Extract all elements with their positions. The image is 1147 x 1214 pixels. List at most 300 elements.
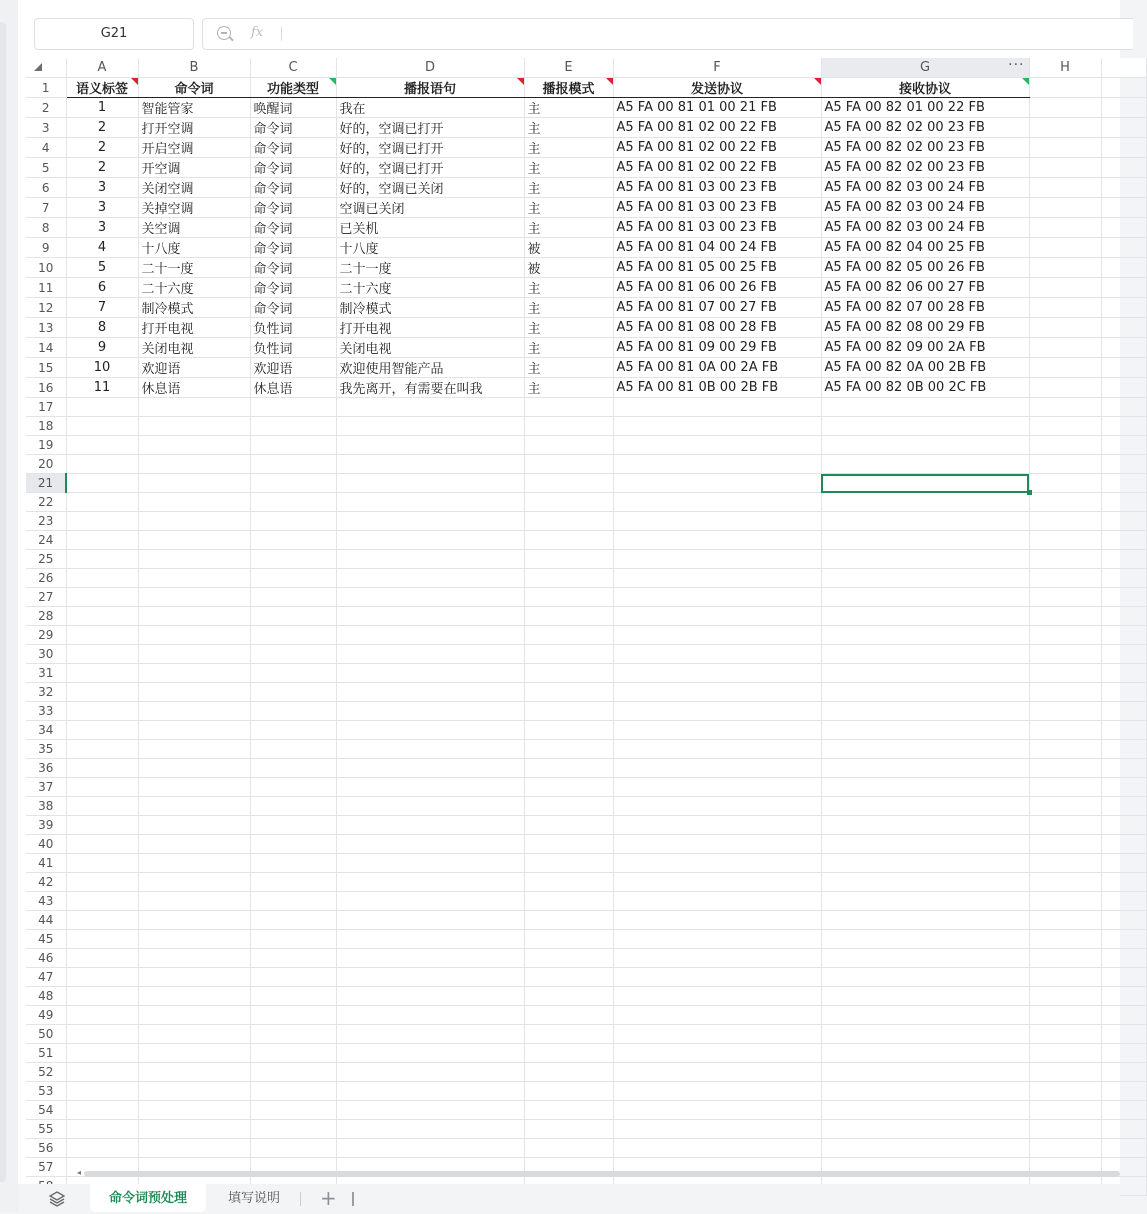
sheet-list-layers-icon[interactable] [48,1190,66,1208]
cell-b28[interactable] [138,607,250,626]
cell-c11[interactable]: 命令词 [250,278,336,298]
cell-d24[interactable] [336,531,524,550]
cell-a3[interactable]: 2 [66,118,138,138]
cell-overflow[interactable] [1101,436,1146,455]
cell-g1[interactable] [821,78,1029,98]
cell-e48[interactable] [524,987,613,1006]
row-header[interactable]: 41 [26,854,66,873]
cell-overflow[interactable] [1101,1063,1146,1082]
cell-d12[interactable]: 制冷模式 [336,298,524,318]
cell-g13[interactable]: A5 FA 00 82 08 00 29 FB [821,318,1029,338]
cell-f36[interactable] [613,759,821,778]
cell-e40[interactable] [524,835,613,854]
cell-g27[interactable] [821,588,1029,607]
cell-f50[interactable] [613,1025,821,1044]
cell-d19[interactable] [336,436,524,455]
cell-d21[interactable] [336,474,524,493]
row-header[interactable]: 17 [26,398,66,417]
row-header[interactable]: 49 [26,1006,66,1025]
cell-b26[interactable] [138,569,250,588]
cell-f18[interactable] [613,417,821,436]
cell-h19[interactable] [1029,436,1101,455]
cell-h23[interactable] [1029,512,1101,531]
cell-b25[interactable] [138,550,250,569]
cell-f47[interactable] [613,968,821,987]
cell-overflow[interactable] [1101,797,1146,816]
cell-a23[interactable] [66,512,138,531]
cell-g7[interactable]: A5 FA 00 82 03 00 24 FB [821,198,1029,218]
cell-b4[interactable]: 开启空调 [138,138,250,158]
cell-h9[interactable] [1029,238,1101,258]
cell-overflow[interactable] [1101,854,1146,873]
cell-g34[interactable] [821,721,1029,740]
cell-d41[interactable] [336,854,524,873]
cell-d1[interactable] [336,78,524,98]
cell-g28[interactable] [821,607,1029,626]
cell-overflow[interactable] [1101,626,1146,645]
cell-c39[interactable] [250,816,336,835]
cell-h5[interactable] [1029,158,1101,178]
cell-g46[interactable] [821,949,1029,968]
cell-b10[interactable]: 二十一度 [138,258,250,278]
cell-d39[interactable] [336,816,524,835]
cell-g47[interactable] [821,968,1029,987]
row-header[interactable]: 50 [26,1025,66,1044]
cell-h55[interactable] [1029,1120,1101,1139]
cell-d47[interactable] [336,968,524,987]
cell-overflow[interactable] [1101,721,1146,740]
cell-overflow[interactable] [1101,455,1146,474]
row-header[interactable]: 46 [26,949,66,968]
cell-b17[interactable] [138,398,250,417]
cell-d15[interactable]: 欢迎使用智能产品 [336,358,524,378]
cell-h51[interactable] [1029,1044,1101,1063]
scrollbar-thumb[interactable] [84,1171,1120,1177]
cell-d49[interactable] [336,1006,524,1025]
column-header-c[interactable] [250,58,336,78]
cell-h37[interactable] [1029,778,1101,797]
cell-c26[interactable] [250,569,336,588]
cell-d25[interactable] [336,550,524,569]
cell-d44[interactable] [336,911,524,930]
cell-b13[interactable]: 打开电视 [138,318,250,338]
cell-c36[interactable] [250,759,336,778]
cell-b20[interactable] [138,455,250,474]
cell-overflow[interactable] [1101,474,1146,493]
row-header[interactable]: 51 [26,1044,66,1063]
cell-b30[interactable] [138,645,250,664]
cell-c34[interactable] [250,721,336,740]
cell-c9[interactable]: 命令词 [250,238,336,258]
cell-d43[interactable] [336,892,524,911]
cell-e4[interactable]: 主 [524,138,613,158]
cell-a39[interactable] [66,816,138,835]
cell-f30[interactable] [613,645,821,664]
tab-command-preprocess[interactable]: 命令词预处理 [90,1184,206,1212]
horizontal-scrollbar[interactable] [74,1168,1120,1178]
cell-d51[interactable] [336,1044,524,1063]
cell-g42[interactable] [821,873,1029,892]
cell-c18[interactable] [250,417,336,436]
cell-d23[interactable] [336,512,524,531]
cell-f29[interactable] [613,626,821,645]
cell-d9[interactable]: 十八度 [336,238,524,258]
cell-b56[interactable] [138,1139,250,1158]
cell-overflow[interactable] [1101,512,1146,531]
cell-g31[interactable] [821,664,1029,683]
column-menu-dots-icon[interactable]: ··· [1008,57,1025,73]
cell-e19[interactable] [524,436,613,455]
cell-overflow[interactable] [1101,358,1146,378]
cell-overflow[interactable] [1101,607,1146,626]
row-header[interactable]: 6 [26,178,66,198]
cell-a34[interactable] [66,721,138,740]
row-header[interactable]: 26 [26,569,66,588]
row-header[interactable]: 10 [26,258,66,278]
cell-f22[interactable] [613,493,821,512]
cell-f56[interactable] [613,1139,821,1158]
cell-h17[interactable] [1029,398,1101,417]
cell-g54[interactable] [821,1101,1029,1120]
cell-b9[interactable]: 十八度 [138,238,250,258]
cell-a54[interactable] [66,1101,138,1120]
cell-overflow[interactable] [1101,664,1146,683]
cell-e31[interactable] [524,664,613,683]
cell-a11[interactable]: 6 [66,278,138,298]
cell-e53[interactable] [524,1082,613,1101]
cell-a20[interactable] [66,455,138,474]
cell-b34[interactable] [138,721,250,740]
cell-e52[interactable] [524,1063,613,1082]
row-header[interactable]: 43 [26,892,66,911]
cell-e10[interactable]: 被 [524,258,613,278]
cell-a4[interactable]: 2 [66,138,138,158]
row-header[interactable]: 23 [26,512,66,531]
cell-b29[interactable] [138,626,250,645]
cell-a18[interactable] [66,417,138,436]
cell-d2[interactable]: 我在 [336,98,524,118]
cell-e5[interactable]: 主 [524,158,613,178]
cell-h27[interactable] [1029,588,1101,607]
cell-a26[interactable] [66,569,138,588]
cell-f41[interactable] [613,854,821,873]
cell-c4[interactable]: 命令词 [250,138,336,158]
cell-a30[interactable] [66,645,138,664]
cell-g12[interactable]: A5 FA 00 82 07 00 28 FB [821,298,1029,318]
cell-d37[interactable] [336,778,524,797]
cell-overflow[interactable] [1101,158,1146,178]
cell-f35[interactable] [613,740,821,759]
cell-c41[interactable] [250,854,336,873]
cell-e33[interactable] [524,702,613,721]
cell-f16[interactable]: A5 FA 00 81 0B 00 2B FB [613,378,821,398]
cell-e11[interactable]: 主 [524,278,613,298]
cell-d34[interactable] [336,721,524,740]
cell-b46[interactable] [138,949,250,968]
cell-a45[interactable] [66,930,138,949]
row-header[interactable]: 39 [26,816,66,835]
cell-g45[interactable] [821,930,1029,949]
cell-overflow[interactable] [1101,118,1146,138]
cell-overflow[interactable] [1101,218,1146,238]
column-header-a[interactable] [66,58,138,78]
column-header-next[interactable] [1101,58,1146,78]
cell-h8[interactable] [1029,218,1101,238]
cell-c29[interactable] [250,626,336,645]
cell-d10[interactable]: 二十一度 [336,258,524,278]
cell-overflow[interactable] [1101,417,1146,436]
cell-b47[interactable] [138,968,250,987]
cell-c31[interactable] [250,664,336,683]
column-header-d[interactable] [336,58,524,78]
cell-d5[interactable]: 好的，空调已打开 [336,158,524,178]
cell-a28[interactable] [66,607,138,626]
cell-f54[interactable] [613,1101,821,1120]
cell-h41[interactable] [1029,854,1101,873]
cell-f51[interactable] [613,1044,821,1063]
cell-c17[interactable] [250,398,336,417]
cell-c22[interactable] [250,493,336,512]
cell-a38[interactable] [66,797,138,816]
cell-overflow[interactable] [1101,778,1146,797]
cell-g30[interactable] [821,645,1029,664]
cell-g6[interactable]: A5 FA 00 82 03 00 24 FB [821,178,1029,198]
cell-g24[interactable] [821,531,1029,550]
cell-a13[interactable]: 8 [66,318,138,338]
cell-b11[interactable]: 二十六度 [138,278,250,298]
cell-g44[interactable] [821,911,1029,930]
row-header[interactable]: 24 [26,531,66,550]
row-header[interactable]: 31 [26,664,66,683]
cell-a14[interactable]: 9 [66,338,138,358]
cell-b49[interactable] [138,1006,250,1025]
cell-a15[interactable]: 10 [66,358,138,378]
cell-h45[interactable] [1029,930,1101,949]
cell-g9[interactable]: A5 FA 00 82 04 00 25 FB [821,238,1029,258]
cell-a37[interactable] [66,778,138,797]
cell-f5[interactable]: A5 FA 00 81 02 00 22 FB [613,158,821,178]
cell-e46[interactable] [524,949,613,968]
comment-marker-icon[interactable] [131,78,138,85]
cell-a36[interactable] [66,759,138,778]
cell-e3[interactable]: 主 [524,118,613,138]
cell-b16[interactable]: 休息语 [138,378,250,398]
cell-f1[interactable] [613,78,821,98]
cell-d42[interactable] [336,873,524,892]
cell-b45[interactable] [138,930,250,949]
cell-h15[interactable] [1029,358,1101,378]
cell-c33[interactable] [250,702,336,721]
cell-e8[interactable]: 主 [524,218,613,238]
name-box[interactable]: G21 [34,18,194,50]
cell-overflow[interactable] [1101,78,1146,98]
cell-e15[interactable]: 主 [524,358,613,378]
cell-f9[interactable]: A5 FA 00 81 04 00 24 FB [613,238,821,258]
cell-h11[interactable] [1029,278,1101,298]
row-header[interactable]: 5 [26,158,66,178]
cell-b18[interactable] [138,417,250,436]
cell-b23[interactable] [138,512,250,531]
note-marker-icon[interactable] [329,78,336,85]
row-header[interactable]: 38 [26,797,66,816]
cell-c46[interactable] [250,949,336,968]
cell-c14[interactable]: 负性词 [250,338,336,358]
row-header[interactable]: 20 [26,455,66,474]
cell-a42[interactable] [66,873,138,892]
cell-d40[interactable] [336,835,524,854]
row-header[interactable]: 8 [26,218,66,238]
cell-f11[interactable]: A5 FA 00 81 06 00 26 FB [613,278,821,298]
cell-h10[interactable] [1029,258,1101,278]
row-header[interactable]: 53 [26,1082,66,1101]
cell-g15[interactable]: A5 FA 00 82 0A 00 2B FB [821,358,1029,378]
cell-c13[interactable]: 负性词 [250,318,336,338]
cell-c38[interactable] [250,797,336,816]
row-header[interactable]: 52 [26,1063,66,1082]
cell-overflow[interactable] [1101,835,1146,854]
row-header[interactable]: 56 [26,1139,66,1158]
cell-overflow[interactable] [1101,645,1146,664]
row-header[interactable]: 16 [26,378,66,398]
cell-f12[interactable]: A5 FA 00 81 07 00 27 FB [613,298,821,318]
row-header[interactable]: 37 [26,778,66,797]
row-header[interactable]: 2 [26,98,66,118]
cell-overflow[interactable] [1101,178,1146,198]
cell-h24[interactable] [1029,531,1101,550]
cell-f53[interactable] [613,1082,821,1101]
cell-overflow[interactable] [1101,378,1146,398]
row-header[interactable]: 11 [26,278,66,298]
cell-a32[interactable] [66,683,138,702]
cell-overflow[interactable] [1101,569,1146,588]
cell-c21[interactable] [250,474,336,493]
cell-d18[interactable] [336,417,524,436]
cell-b3[interactable]: 打开空调 [138,118,250,138]
fx-icon[interactable]: fx [251,25,264,40]
cell-e13[interactable]: 主 [524,318,613,338]
column-header-g[interactable] [821,58,1029,78]
cell-h16[interactable] [1029,378,1101,398]
cell-b50[interactable] [138,1025,250,1044]
cell-h6[interactable] [1029,178,1101,198]
row-header[interactable]: 42 [26,873,66,892]
cell-c48[interactable] [250,987,336,1006]
cell-h1[interactable] [1029,78,1101,98]
row-header[interactable]: 30 [26,645,66,664]
cell-c42[interactable] [250,873,336,892]
cell-g43[interactable] [821,892,1029,911]
cell-c50[interactable] [250,1025,336,1044]
cell-f39[interactable] [613,816,821,835]
cell-f32[interactable] [613,683,821,702]
cell-overflow[interactable] [1101,98,1146,118]
cell-e24[interactable] [524,531,613,550]
cell-e45[interactable] [524,930,613,949]
cell-a5[interactable]: 2 [66,158,138,178]
row-header[interactable]: 22 [26,493,66,512]
cell-h49[interactable] [1029,1006,1101,1025]
cell-overflow[interactable] [1101,873,1146,892]
cell-overflow[interactable] [1101,968,1146,987]
cell-c47[interactable] [250,968,336,987]
cell-c8[interactable]: 命令词 [250,218,336,238]
cell-a25[interactable] [66,550,138,569]
cell-e51[interactable] [524,1044,613,1063]
cell-overflow[interactable] [1101,398,1146,417]
formula-input[interactable] [202,18,1133,50]
cell-a44[interactable] [66,911,138,930]
cell-g48[interactable] [821,987,1029,1006]
cell-g33[interactable] [821,702,1029,721]
cell-e39[interactable] [524,816,613,835]
cell-g36[interactable] [821,759,1029,778]
cell-f24[interactable] [613,531,821,550]
cell-overflow[interactable] [1101,238,1146,258]
cell-d50[interactable] [336,1025,524,1044]
cell-g35[interactable] [821,740,1029,759]
cell-b33[interactable] [138,702,250,721]
cell-h20[interactable] [1029,455,1101,474]
row-header[interactable]: 45 [26,930,66,949]
cell-h21[interactable] [1029,474,1101,493]
cell-h47[interactable] [1029,968,1101,987]
cell-d36[interactable] [336,759,524,778]
cell-h46[interactable] [1029,949,1101,968]
cell-e30[interactable] [524,645,613,664]
cell-b48[interactable] [138,987,250,1006]
row-header[interactable]: 32 [26,683,66,702]
cell-f26[interactable] [613,569,821,588]
cell-c7[interactable]: 命令词 [250,198,336,218]
cell-e6[interactable]: 主 [524,178,613,198]
cell-d33[interactable] [336,702,524,721]
cell-h54[interactable] [1029,1101,1101,1120]
cell-d31[interactable] [336,664,524,683]
row-header[interactable]: 9 [26,238,66,258]
cell-f7[interactable]: A5 FA 00 81 03 00 23 FB [613,198,821,218]
cell-h33[interactable] [1029,702,1101,721]
row-header[interactable]: 25 [26,550,66,569]
cell-e2[interactable]: 主 [524,98,613,118]
cell-b43[interactable] [138,892,250,911]
cell-h29[interactable] [1029,626,1101,645]
cell-h35[interactable] [1029,740,1101,759]
row-header[interactable]: 3 [26,118,66,138]
cell-b24[interactable] [138,531,250,550]
cell-a6[interactable]: 3 [66,178,138,198]
cell-e14[interactable]: 主 [524,338,613,358]
cell-g51[interactable] [821,1044,1029,1063]
cell-e25[interactable] [524,550,613,569]
cell-b8[interactable]: 关空调 [138,218,250,238]
cell-h48[interactable] [1029,987,1101,1006]
cell-c55[interactable] [250,1120,336,1139]
cell-h32[interactable] [1029,683,1101,702]
cell-g37[interactable] [821,778,1029,797]
cell-e49[interactable] [524,1006,613,1025]
cell-f55[interactable] [613,1120,821,1139]
cell-b5[interactable]: 开空调 [138,158,250,178]
cell-overflow[interactable] [1101,702,1146,721]
cell-g55[interactable] [821,1120,1029,1139]
cell-c40[interactable] [250,835,336,854]
cell-e41[interactable] [524,854,613,873]
cell-h12[interactable] [1029,298,1101,318]
row-header[interactable]: 1 [26,78,66,98]
cell-d30[interactable] [336,645,524,664]
row-header[interactable]: 35 [26,740,66,759]
cell-g4[interactable]: A5 FA 00 82 02 00 23 FB [821,138,1029,158]
